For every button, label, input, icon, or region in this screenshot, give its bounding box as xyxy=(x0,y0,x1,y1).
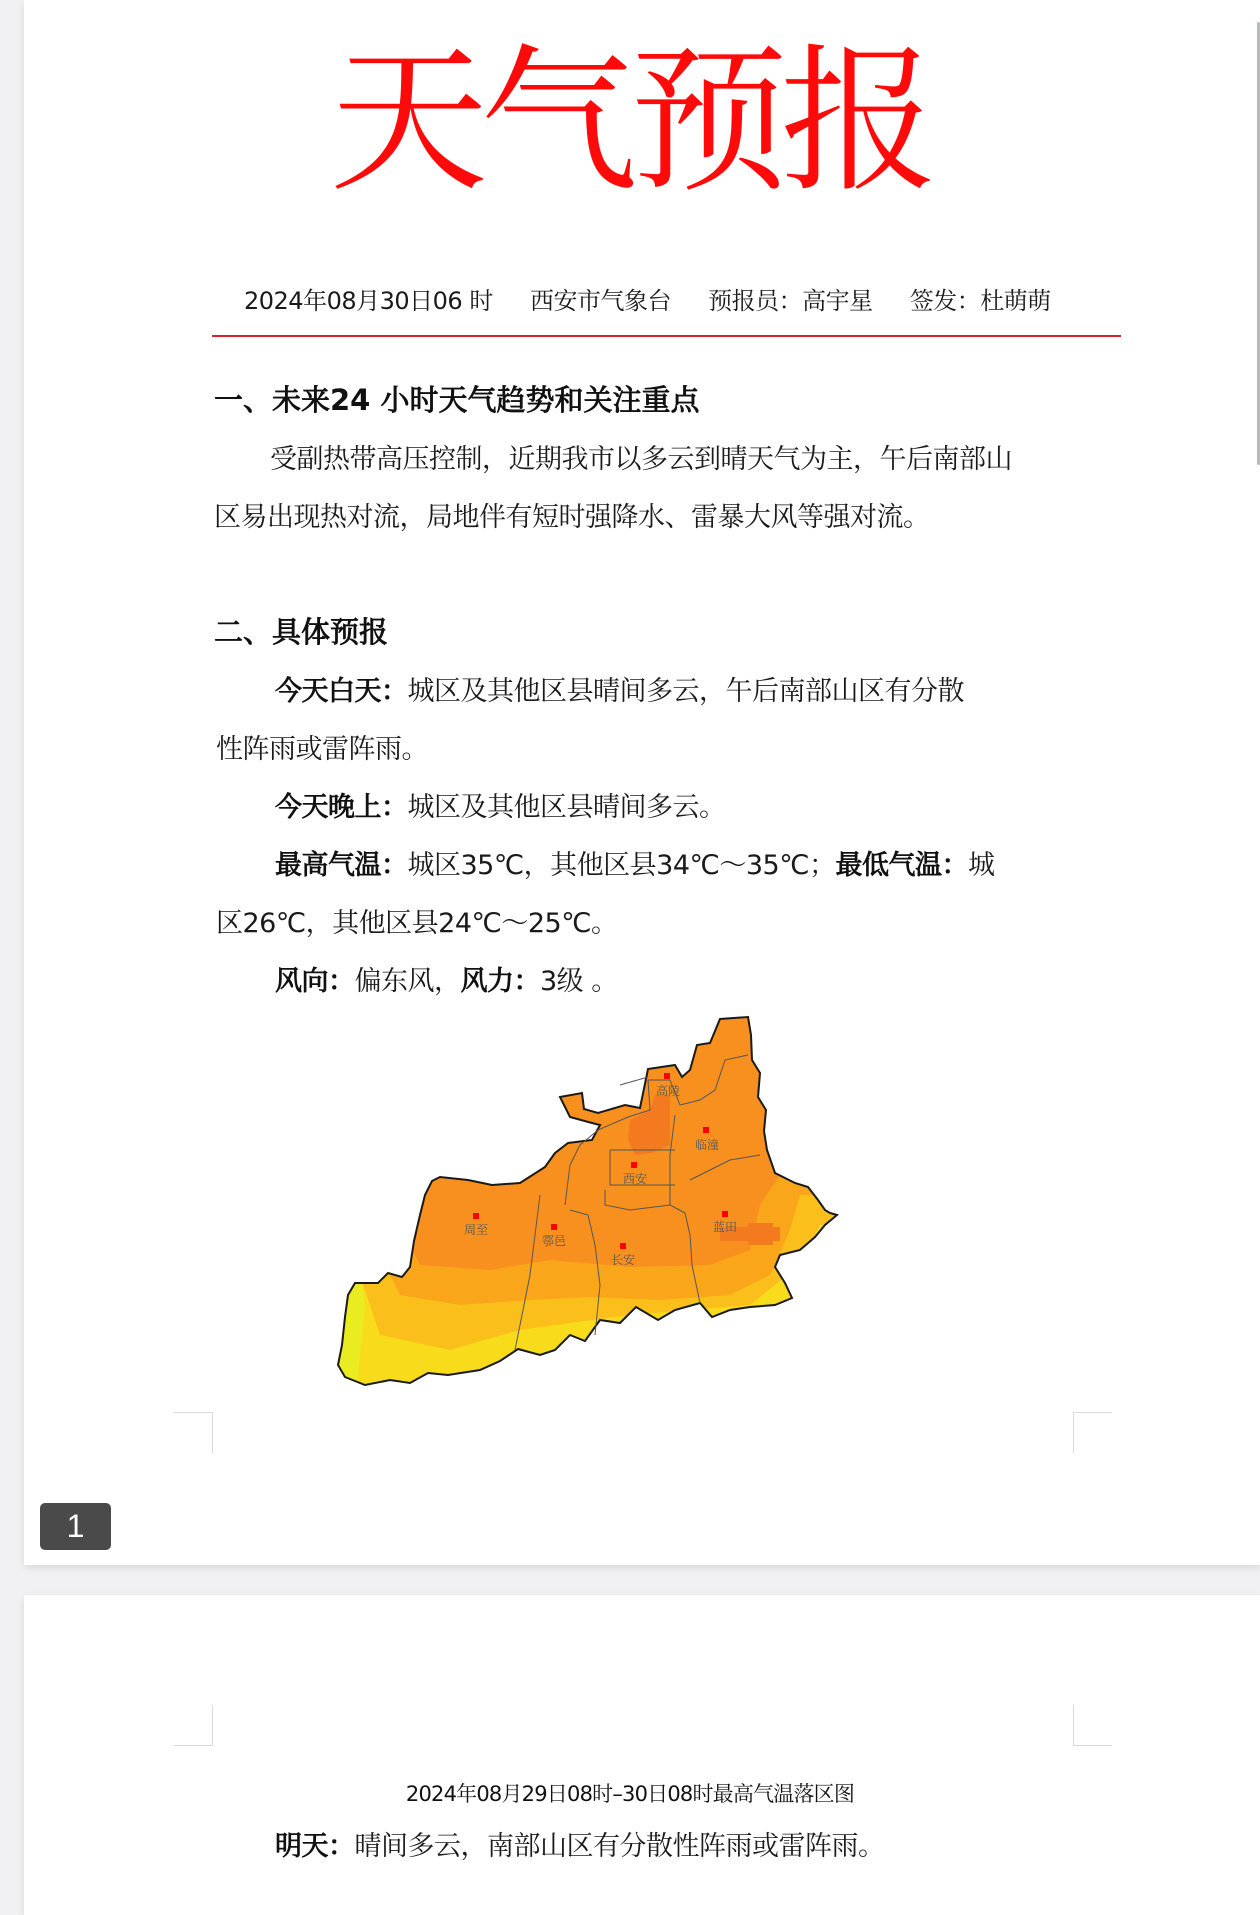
page-corner-mark-bottom-right xyxy=(1073,1412,1112,1453)
temperature-line xyxy=(275,849,995,883)
today-day-label: 今天白天： xyxy=(275,676,408,707)
min-temp-label: 最低气温： xyxy=(835,850,969,881)
map-label-lantian: 蓝田 xyxy=(713,1220,738,1234)
tonight-text: 城区及其他区县晴间多云。 xyxy=(407,792,726,823)
map-label-huyi: 鄠邑 xyxy=(542,1234,567,1248)
wind-force-label: 风力： xyxy=(460,966,540,997)
page-2-corner-mark-top-left xyxy=(174,1705,213,1746)
tonight-label: 今天晚上： xyxy=(275,792,408,823)
map-label-xian: 西安 xyxy=(623,1172,648,1186)
section-1-paragraph-line-1: 受副热带高压控制，近期我市以多云到晴天气为主，午后南部山 xyxy=(270,444,1012,475)
today-day-text: 城区及其他区县晴间多云，午后南部山区有分散 xyxy=(407,676,964,707)
map-caption: 2024年08月29日08时–30日08时最高气温落区图 xyxy=(405,1782,855,1806)
max-temperature-map xyxy=(330,1005,990,1395)
page-2-corner-mark-top-right xyxy=(1073,1705,1112,1746)
map-label-gaoling: 高陵 xyxy=(656,1084,681,1098)
section-2-heading: 二、具体预报 xyxy=(214,615,389,649)
document-title: 天气预报 xyxy=(330,30,930,214)
map-label-lintong: 临潼 xyxy=(695,1138,720,1152)
issuer: 西安市气象台 xyxy=(529,287,671,315)
page-number-badge: 1 xyxy=(40,1503,111,1550)
wind-direction-text: 偏东风， xyxy=(354,966,461,997)
document-page-2 xyxy=(24,1595,1260,1915)
section-1-heading: 一、未来24 小时天气趋势和关注重点 xyxy=(214,383,700,417)
wind-direction-label: 风向： xyxy=(275,966,355,997)
today-day-line xyxy=(275,675,964,709)
max-temp-text: 城区35℃，其他区县34℃～35℃； xyxy=(407,850,836,881)
map-label-changan: 长安 xyxy=(611,1253,636,1267)
tomorrow-label: 明天： xyxy=(275,1831,355,1862)
tomorrow-text: 晴间多云，南部山区有分散性阵雨或雷阵雨。 xyxy=(354,1831,885,1862)
map-label-zhouzhi: 周至 xyxy=(464,1223,489,1237)
page-corner-mark-bottom-left xyxy=(174,1412,213,1453)
wind-line xyxy=(275,965,618,999)
tomorrow-line xyxy=(275,1830,885,1864)
red-divider xyxy=(212,335,1121,337)
forecaster: 预报员：高宇星 xyxy=(708,287,873,315)
issue-info-line xyxy=(244,286,1081,316)
max-temp-label: 最高气温： xyxy=(275,850,408,881)
wind-force-text: 3级 。 xyxy=(540,966,618,997)
tonight-line xyxy=(275,791,726,825)
temperature-line-2: 区26℃，其他区县24℃～25℃。 xyxy=(216,908,618,939)
section-1-paragraph-line-2: 区易出现热对流，局地伴有短时强降水、雷暴大风等强对流。 xyxy=(214,502,930,533)
issue-datetime: 2024年08月30日06 时 xyxy=(244,287,493,315)
signer: 签发：杜萌萌 xyxy=(909,287,1051,315)
min-temp-text: 城 xyxy=(968,850,995,881)
today-day-line-2: 性阵雨或雷阵雨。 xyxy=(216,734,428,765)
